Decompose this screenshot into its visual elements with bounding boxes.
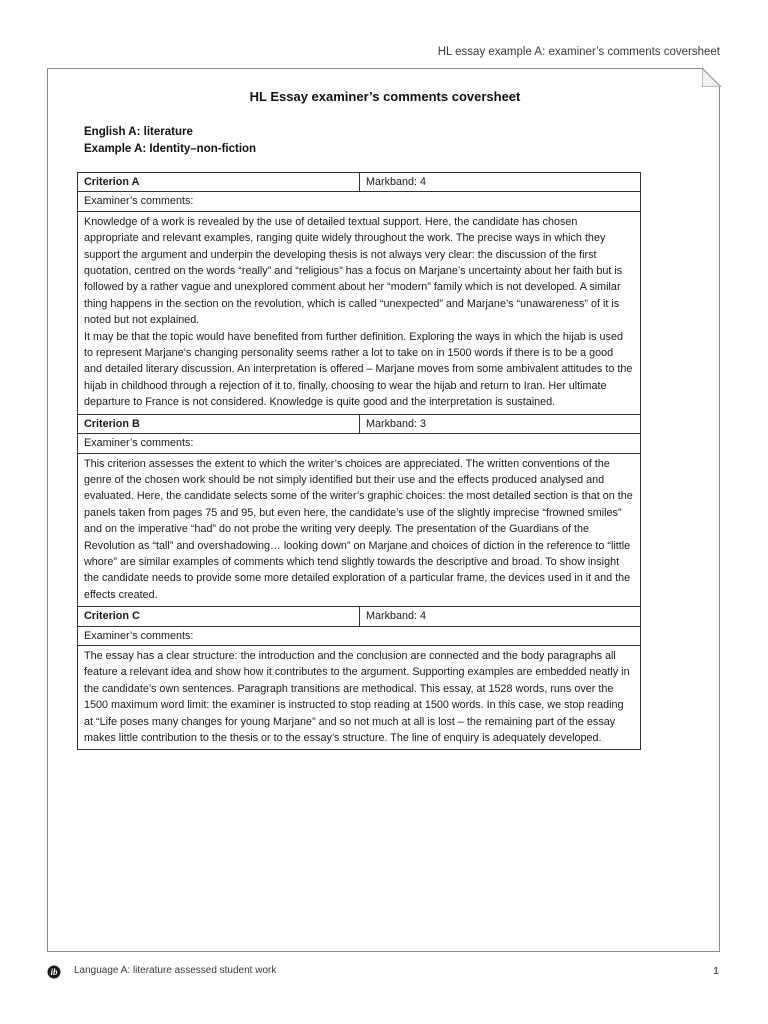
criterion-row [78, 414, 641, 433]
criterion-name: Criterion C [78, 607, 360, 626]
comment-paragraph: The essay has a clear structure: the introduction and the conclusion are connected and the body paragraphs all feature a relevant idea and show how it contributes to the argument. Supporting examples are embedded neatly in the candidate’s own sentences. Paragraph transitions are methodical. This essay, at 1528 words, runs over the 1500 maximum word limit: the examiner is instructed to stop reading at 1500 words. In this case, we stop reading at “Life poses many changes for young Marjane” and so not much at all is lost – the remaining part of the essay makes little contribution to the thesis or to the essay’s structure. The line of enquiry is adequately developed. [84, 649, 630, 744]
markband: Markband: 4 [360, 173, 641, 192]
criterion-row [78, 607, 641, 626]
comments-body-row [78, 211, 641, 414]
comment-paragraph: It may be that the topic would have benefited from further definition. Exploring the ways in which the hijab is used to represent Marjane’s changing personality seems rather a lot to take on in 1500 words if there is to be a good and detailed literary discussion. An interpretation is offered – Marjane moves from some ambivalent attitudes to the hijab in childhood through a rejection of it to, finally, choosing to wear the hijab and return to Iran. Her ultimate departure to France is not considered. Knowledge is quite good and the interpretation is sustained. [84, 330, 633, 409]
footer-text: Language A: literature assessed student work [74, 965, 277, 976]
criterion-name: Criterion B [78, 414, 360, 433]
markband: Markband: 3 [360, 414, 641, 433]
criterion-name: Criterion A [78, 173, 360, 192]
subject-course: English A: literature [84, 126, 193, 138]
page-title: HL Essay examiner’s comments coversheet [249, 89, 521, 104]
page-number: 1 [713, 965, 719, 977]
subject-block [84, 124, 256, 158]
comments-body [78, 645, 641, 749]
comment-paragraph: This criterion assesses the extent to which the writer’s choices are appreciated. The written conventions of the genre of the chosen work should be not simply identified but their use and the effects produced analysed and evaluated. Here, the candidate selects some of the writer’s graphic choices: the most detailed section is that on the panels taken from pages 75 and 95, but even here, the candidate’s use of the slightly imprecise “frowned smiles” and on the imperative “had” do not probe the writing very deeply. The presentation of the Guardians of the Revolution as “tall” and overshadowing… looking down” on Marjane and choices of diction in the reference to “little whore” are similar examples of comments which tend slightly towards the descriptive and broad. To show insight the candidate needs to provide some more detailed exploration of a particular frame, the devices used in it and the effects created. [84, 457, 633, 601]
comments-label: Examiner’s comments: [78, 192, 641, 211]
comments-body-row [78, 453, 641, 607]
running-header: HL essay example A: examiner’s comments coversheet [437, 46, 720, 58]
ib-logo-icon [47, 965, 61, 979]
comments-label-row [78, 192, 641, 211]
criteria-table [77, 172, 641, 750]
comments-label-row [78, 626, 641, 645]
comments-body [78, 453, 641, 607]
comments-label: Examiner’s comments: [78, 626, 641, 645]
criterion-row [78, 173, 641, 192]
comments-body-row [78, 645, 641, 749]
comments-label: Examiner’s comments: [78, 434, 641, 453]
comment-paragraph: Knowledge of a work is revealed by the use of detailed textual support. Here, the candidate has chosen appropriate and relevant examples, ranging quite widely throughout the work. The precise ways in which they support the argument and underpin the developing thesis is not always very clear: the discussion of the first quotation, centred on the words “really” and “religious” has a focus on Marjane’s uncertainty about her faith but is followed by a rather vague and unexplored comment about her “modern” family which is not developed. A similar thing happens in the section on the revolution, which is called “unexpected” and Marjane’s “unawareness” of it is noted but not explained. [84, 215, 623, 327]
subject-example: Example A: Identity–non-fiction [84, 143, 257, 155]
page-corner-fold-icon [702, 68, 721, 87]
markband: Markband: 4 [360, 607, 641, 626]
comments-label-row [78, 434, 641, 453]
comments-body [78, 211, 641, 414]
svg-text:ib: ib [50, 967, 58, 978]
